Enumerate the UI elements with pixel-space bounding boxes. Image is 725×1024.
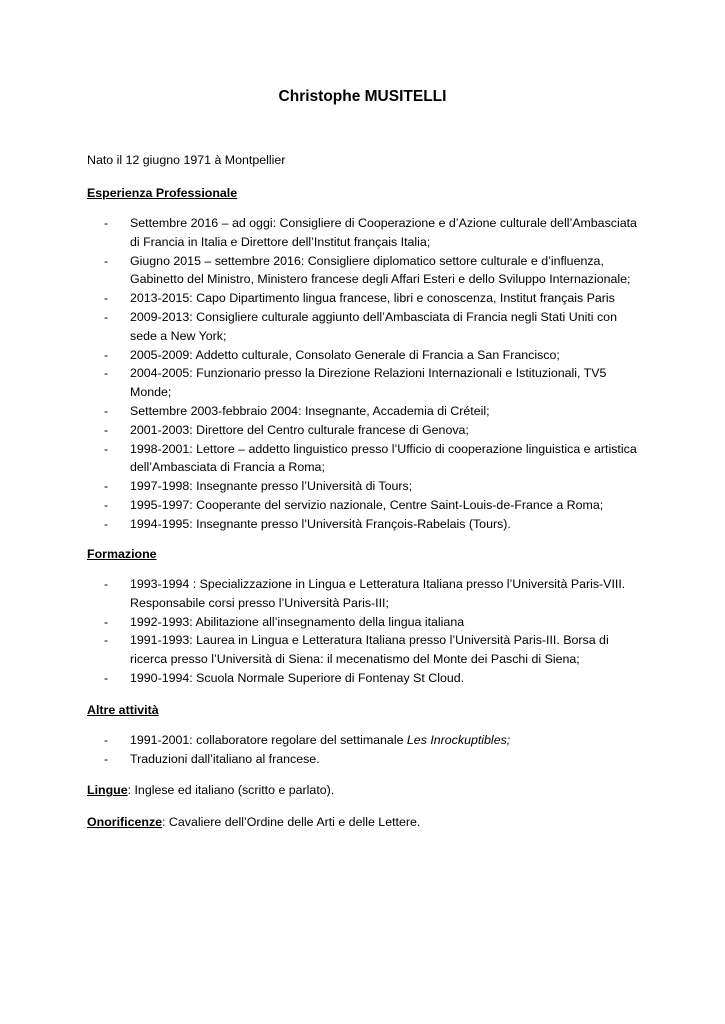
list-item xyxy=(104,613,644,632)
list-item xyxy=(104,496,644,515)
list-item-text: 2005-2009: Addetto culturale, Consolato Generale di Francia a San Francisco; xyxy=(130,347,560,362)
dash-marker: - xyxy=(104,479,109,494)
list-altre-attivita xyxy=(104,731,644,769)
list-item xyxy=(104,669,644,688)
list-item-text: 1993-1994 : Specializzazione in Lingua e Letteratura Italiana presso l’Università Paris-VIII. Responsabile corsi presso l’Università Paris-III; xyxy=(130,577,626,610)
list-item-text: 2013-2015: Capo Dipartimento lingua francese, libri e conoscenza, Institut français Paris xyxy=(130,291,615,306)
birth-info: Nato il 12 giugno 1971 à Montpellier xyxy=(87,153,286,167)
list-item xyxy=(104,515,644,534)
heading-esperienza: Esperienza Professionale xyxy=(87,186,238,200)
dash-marker: - xyxy=(104,497,109,512)
list-item xyxy=(104,750,644,769)
dash-marker: - xyxy=(104,577,109,591)
dash-marker: - xyxy=(104,614,109,629)
dash-marker: - xyxy=(104,347,109,362)
lingue-text: : Inglese ed italiano (scritto e parlato). xyxy=(127,783,335,797)
list-item-text: Giugno 2015 – settembre 2016: Consigliere diplomatico settore culturale e d’influenza, Gabinetto del Ministro, Ministero francese degli Affari Esteri e dello Sviluppo Internazionale; xyxy=(130,253,631,287)
list-formazione xyxy=(104,575,644,688)
onorificenze-label: Onorificenze xyxy=(87,815,163,829)
list-item xyxy=(104,440,644,478)
list-item xyxy=(104,289,644,308)
list-item xyxy=(104,308,644,346)
list-item xyxy=(104,252,644,290)
list-esperienza xyxy=(104,214,644,534)
list-item xyxy=(104,477,644,496)
list-item-text: 1990-1994: Scuola Normale Superiore di Fontenay St Cloud. xyxy=(130,670,465,685)
dash-marker: - xyxy=(104,633,109,648)
list-item-text: Settembre 2003-febbraio 2004: Insegnante, Accademia di Créteil; xyxy=(130,403,490,418)
list-item xyxy=(104,214,644,252)
list-item-text: 1991-2001: collaboratore regolare del settimanale xyxy=(130,733,407,747)
dash-marker: - xyxy=(104,670,109,685)
list-item-text: 1995-1997: Cooperante del servizio nazionale, Centre Saint-Louis-de-France a Roma; xyxy=(130,497,604,512)
list-item xyxy=(104,346,644,365)
onorificenze-text: : Cavaliere dell’Ordine delle Arti e delle Lettere. xyxy=(162,815,421,829)
list-item xyxy=(104,631,644,669)
list-item-text: 2009-2013: Consigliere culturale aggiunto dell’Ambasciata di Francia negli Stati Uniti con sede a New York; xyxy=(130,309,617,343)
heading-formazione: Formazione xyxy=(87,547,157,561)
dash-marker: - xyxy=(104,366,109,381)
list-item xyxy=(104,575,644,613)
list-item-text: 1992-1993: Abilitazione all’insegnamento della lingua italiana xyxy=(130,614,465,629)
list-item xyxy=(104,364,644,402)
lingue-line xyxy=(87,781,334,800)
onorificenze-line xyxy=(87,813,420,832)
dash-marker: - xyxy=(104,253,109,268)
magazine-title: Les Inrockuptibles; xyxy=(406,733,511,747)
list-item-text: 2004-2005: Funzionario presso la Direzione Relazioni Internazionali e Istituzionali, TV5 Monde; xyxy=(130,366,607,400)
dash-marker: - xyxy=(104,403,109,418)
list-item-text: 1998-2001: Lettore – addetto linguistico presso l’Ufficio di cooperazione linguistica e artistica dell’Ambasciata di Francia a Roma; xyxy=(130,441,637,475)
list-item-text: Traduzioni dall’italiano al francese. xyxy=(130,751,320,766)
list-item-text: 1994-1995: Insegnante presso l’Università François-Rabelais (Tours). xyxy=(130,516,511,531)
list-item xyxy=(104,731,644,750)
dash-marker: - xyxy=(104,422,109,437)
lingue-label: Lingue xyxy=(87,783,128,797)
list-item xyxy=(104,421,644,440)
dash-marker: - xyxy=(104,309,109,324)
dash-marker: - xyxy=(104,733,109,747)
list-item-text: Settembre 2016 – ad oggi: Consigliere di Cooperazione e d’Azione culturale dell’Ambasciata di Francia in Italia e Direttore dell’Institut français Italia; xyxy=(130,216,637,249)
list-item-text: 2001-2003: Direttore del Centro culturale francese di Genova; xyxy=(130,422,469,437)
dash-marker: - xyxy=(104,291,109,306)
list-item xyxy=(104,402,644,421)
page-title: Christophe MUSITELLI xyxy=(278,88,447,105)
dash-marker: - xyxy=(104,216,109,230)
dash-marker: - xyxy=(104,441,109,456)
list-item-text: 1991-1993: Laurea in Lingua e Letteratura Italiana presso l’Università Paris-III. Borsa di ricerca presso l’Università di Siena: il mecenatismo del Monte dei Paschi di Siena; xyxy=(130,633,609,667)
dash-marker: - xyxy=(104,516,109,531)
heading-altre-attivita: Altre attività xyxy=(87,703,159,717)
dash-marker: - xyxy=(104,751,109,766)
list-item-text: 1997-1998: Insegnante presso l’Università di Tours; xyxy=(130,479,413,494)
